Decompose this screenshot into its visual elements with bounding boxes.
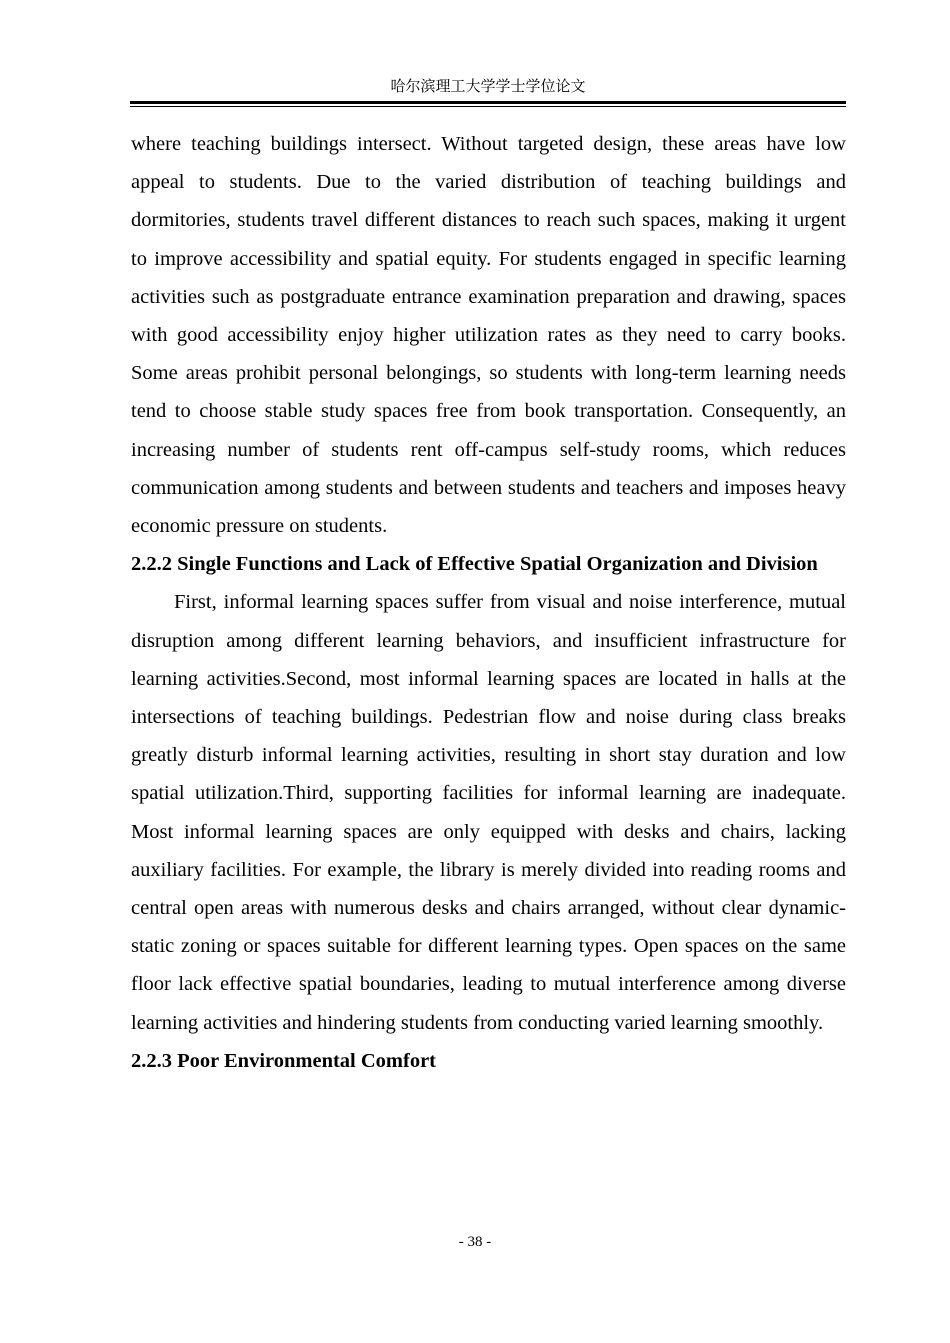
header-rule-thick [130,101,846,104]
body-paragraph: where teaching buildings intersect. Without targeted design, these areas have low appeal to students. Due to the varied distribution of teaching buildings and dormitories, students travel different distances to reach such spaces, making it urgent to improve accessibility and spatial equity. For students engaged in specific learning activities such as postgraduate entrance examination preparation and drawing, spaces with good accessibility enjoy higher utilization rates as they need to carry books. Some areas prohibit personal belongings, so students with long-term learning needs tend to choose stable study spaces free from book transportation. Consequently, an increasing number of students rent off-campus self-study rooms, which reduces communication among students and between students and teachers and imposes heavy economic pressure on students. [131,133,846,538]
page-body [131,125,846,1080]
header-rule-thin [130,106,846,107]
section-heading: 2.2.2 Single Functions and Lack of Effective Spatial Organization and Division [131,553,818,576]
body-paragraph: First, informal learning spaces suffer from visual and noise interference, mutual disruption among different learning behaviors, and insufficient infrastructure for learning activities.Second, most informal learning spaces are located in halls at the intersections of teaching buildings. Pedestrian flow and noise during class breaks greatly disturb informal learning activities, resulting in short stay duration and low spatial utilization.Third, supporting facilities for informal learning are inadequate. Most informal learning spaces are only equipped with desks and chairs, lacking auxiliary facilities. For example, the library is merely divided into reading rooms and central open areas with numerous desks and chairs arranged, without clear dynamic-static zoning or spaces suitable for different learning types. Open spaces on the same floor lack effective spatial boundaries, leading to mutual interference among diverse learning activities and hindering students from conducting varied learning smoothly. [131,591,846,1034]
section-heading: 2.2.3 Poor Environmental Comfort [131,1049,437,1072]
page-number: - 38 - [458,1234,492,1250]
running-header: 哈尔滨理工大学学士学位论文 [390,79,586,95]
